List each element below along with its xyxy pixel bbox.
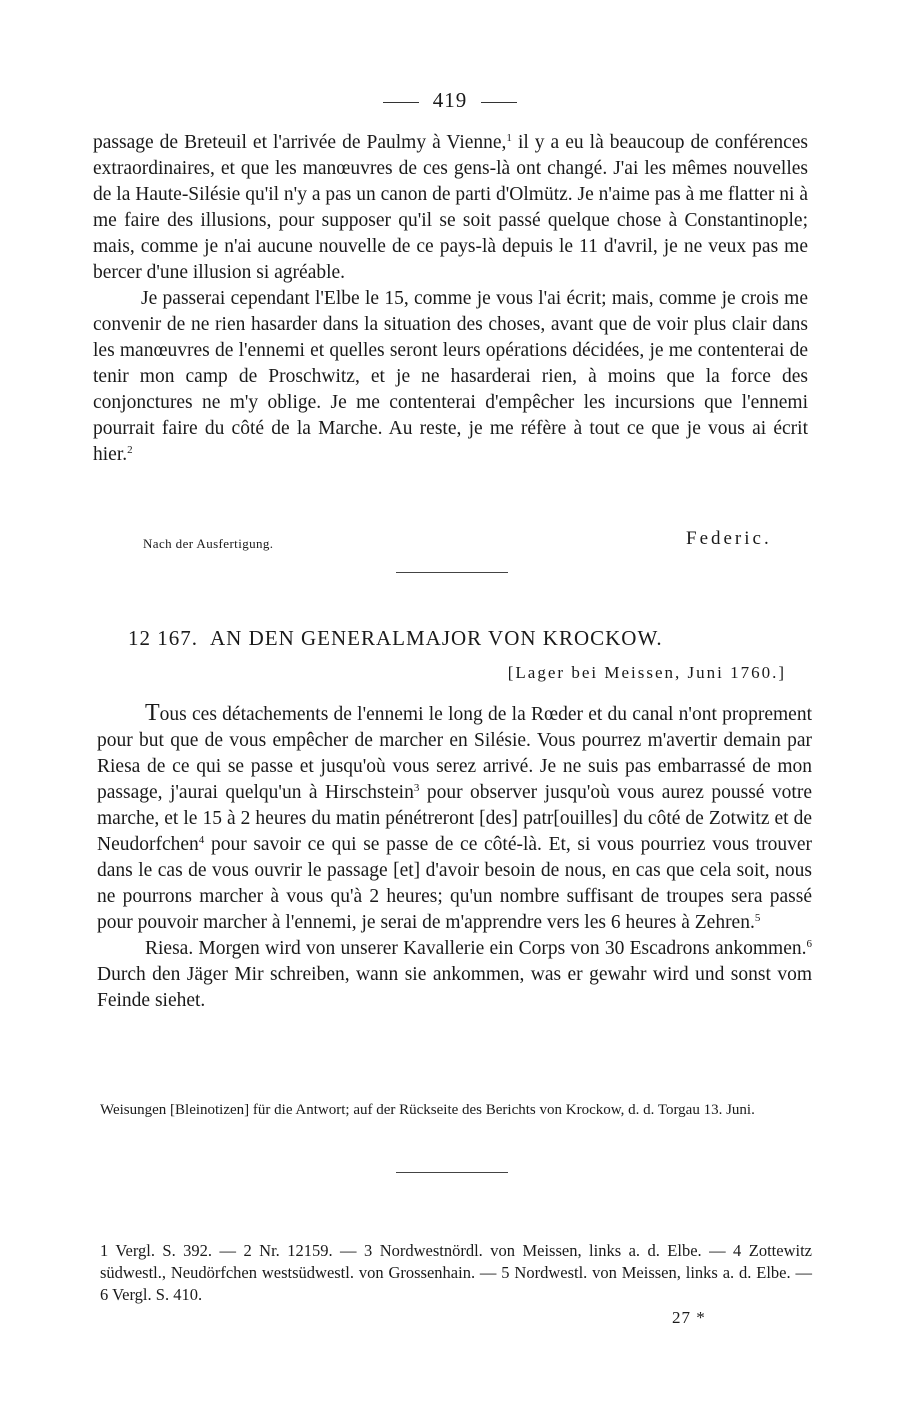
paragraph-text: ous ces détachements de l'ennemi le long de la Rœder et du canal n'ont proprement pour but que de vous empêcher de marcher en Silésie. Vous pourrez m'avertir demain par Riesa de ce qui se passe et jusqu'où vous serez arrivé. Je ne suis pas embarrassé de mon passage, j'aurai quelqu'un à Hirschstein: [97, 704, 812, 803]
footnote-ref-6: 6: [806, 938, 812, 950]
sheet-signature: 27 *: [672, 1308, 706, 1327]
footnote-divider: [396, 1172, 508, 1173]
footnote-ref-4: 4: [198, 834, 205, 846]
letter-number: 12 167.: [128, 626, 198, 650]
paragraph-text: Je passerai cependant l'Elbe le 15, comme je vous l'ai écrit; mais, comme je crois me convenir de ne rien hasarder dans la situation des choses, avant que de voir plus clair dans les manœuvres de l'ennemi et quelles seront leurs opérations décidées, je me contenterai de tenir mon camp de Proschwitz, et je ne hasarderai rien, à moins que la force des conjonctures ne m'y oblige. Je me contenterai d'empêcher les incursions que l'ennemi pourrait faire du côté de la Marche. Au reste, je me réfère à tout ce que je vous ai écrit hier.: [93, 288, 808, 465]
previous-letter-paragraph-2: [93, 286, 808, 468]
paragraph-text: pour observer jusqu'où vous aurez poussé votre marche, et le 15 à 2 heures du matin pénétreront [des] patr[ouilles] du côté de Zotwitz et de Neudorfchen: [97, 782, 812, 855]
letter-paragraph-2: [97, 936, 812, 1014]
footnote-ref-1: 1: [506, 132, 512, 144]
header-rule-left: [383, 102, 419, 103]
paragraph-text: il y a eu là beaucoup de conférences extraordinaires, et que les manœuvres de ces gens-là ont changé. J'ai les mêmes nouvelles de la Haute-Silésie qu'il n'y a pas un canon de parti d'Olmütz. Je n'aime pas à me flatter ni à me faire des illusions, pour supposer qu'il se soit passé quelque chose à Constantinople; mais, comme je n'ai aucune nouvelle de ce pays-là depuis le 11 d'avril, je ne veux pas me bercer d'une illusion si agréable.: [93, 132, 808, 283]
footnote-ref-2: 2: [127, 444, 133, 456]
page-number: 419: [432, 88, 468, 112]
footnote-ref-3: 3: [413, 782, 420, 794]
paragraph-text: Riesa. Morgen wird von unserer Kavallerie ein Corps von 30 Escadrons ankommen.: [145, 938, 807, 959]
footnote-ref-5: 5: [754, 912, 761, 924]
letter-date: [Lager bei Meissen, Juni 1760.]: [507, 663, 786, 682]
letter-body: [97, 700, 812, 1014]
previous-letter-paragraph-1: [93, 130, 808, 286]
paragraph-text: Durch den Jäger Mir schreiben, wann sie ankommen, was er gewahr wird und sonst vom Feinde siehet.: [97, 964, 812, 1011]
footnotes: 1 Vergl. S. 392. — 2 Nr. 12159. — 3 Nordwestnördl. von Meissen, links a. d. Elbe. — 4 Zottewitz südwestl., Neudörfchen westsüdwestl. von Grossenhain. — 5 Nordwestl. von Meissen, links a. d. Elbe. — 6 Vergl. S. 410.: [100, 1241, 812, 1304]
page-header: [0, 88, 900, 113]
letter-title: AN DEN GENERALMAJOR VON KROCKOW.: [210, 626, 663, 650]
previous-letter-body: [93, 130, 808, 468]
section-divider: [396, 572, 508, 573]
signature: Federic.: [686, 528, 772, 549]
paragraph-text: pour savoir ce qui se passe de ce côté-là. Et, si vous pourriez vous trouver dans le cas de vous ouvrir le passage [et] d'avoir besoin de nous, en cas que cela soit, nous ne pourrons marcher à vous qu'à 2 heures; qu'un nombre suffisant de troupes sera passé pour pouvoir marcher à l'ennemi, je serai de m'apprendre vers les 6 heures à Zehren.: [97, 834, 812, 933]
paragraph-text: passage de Breteuil et l'arrivée de Paulmy à Vienne,: [93, 132, 507, 153]
header-rule-right: [481, 102, 517, 103]
letter-source-note: Weisungen [Bleinotizen] für die Antwort; auf der Rückseite des Berichts von Krockow, d. d. Torgau 13. Juni.: [100, 1102, 755, 1118]
drop-cap: T: [145, 700, 160, 726]
letter-heading: [128, 626, 663, 651]
letter-paragraph-1: [97, 700, 812, 936]
previous-letter-source: Nach der Ausfertigung.: [143, 536, 274, 551]
